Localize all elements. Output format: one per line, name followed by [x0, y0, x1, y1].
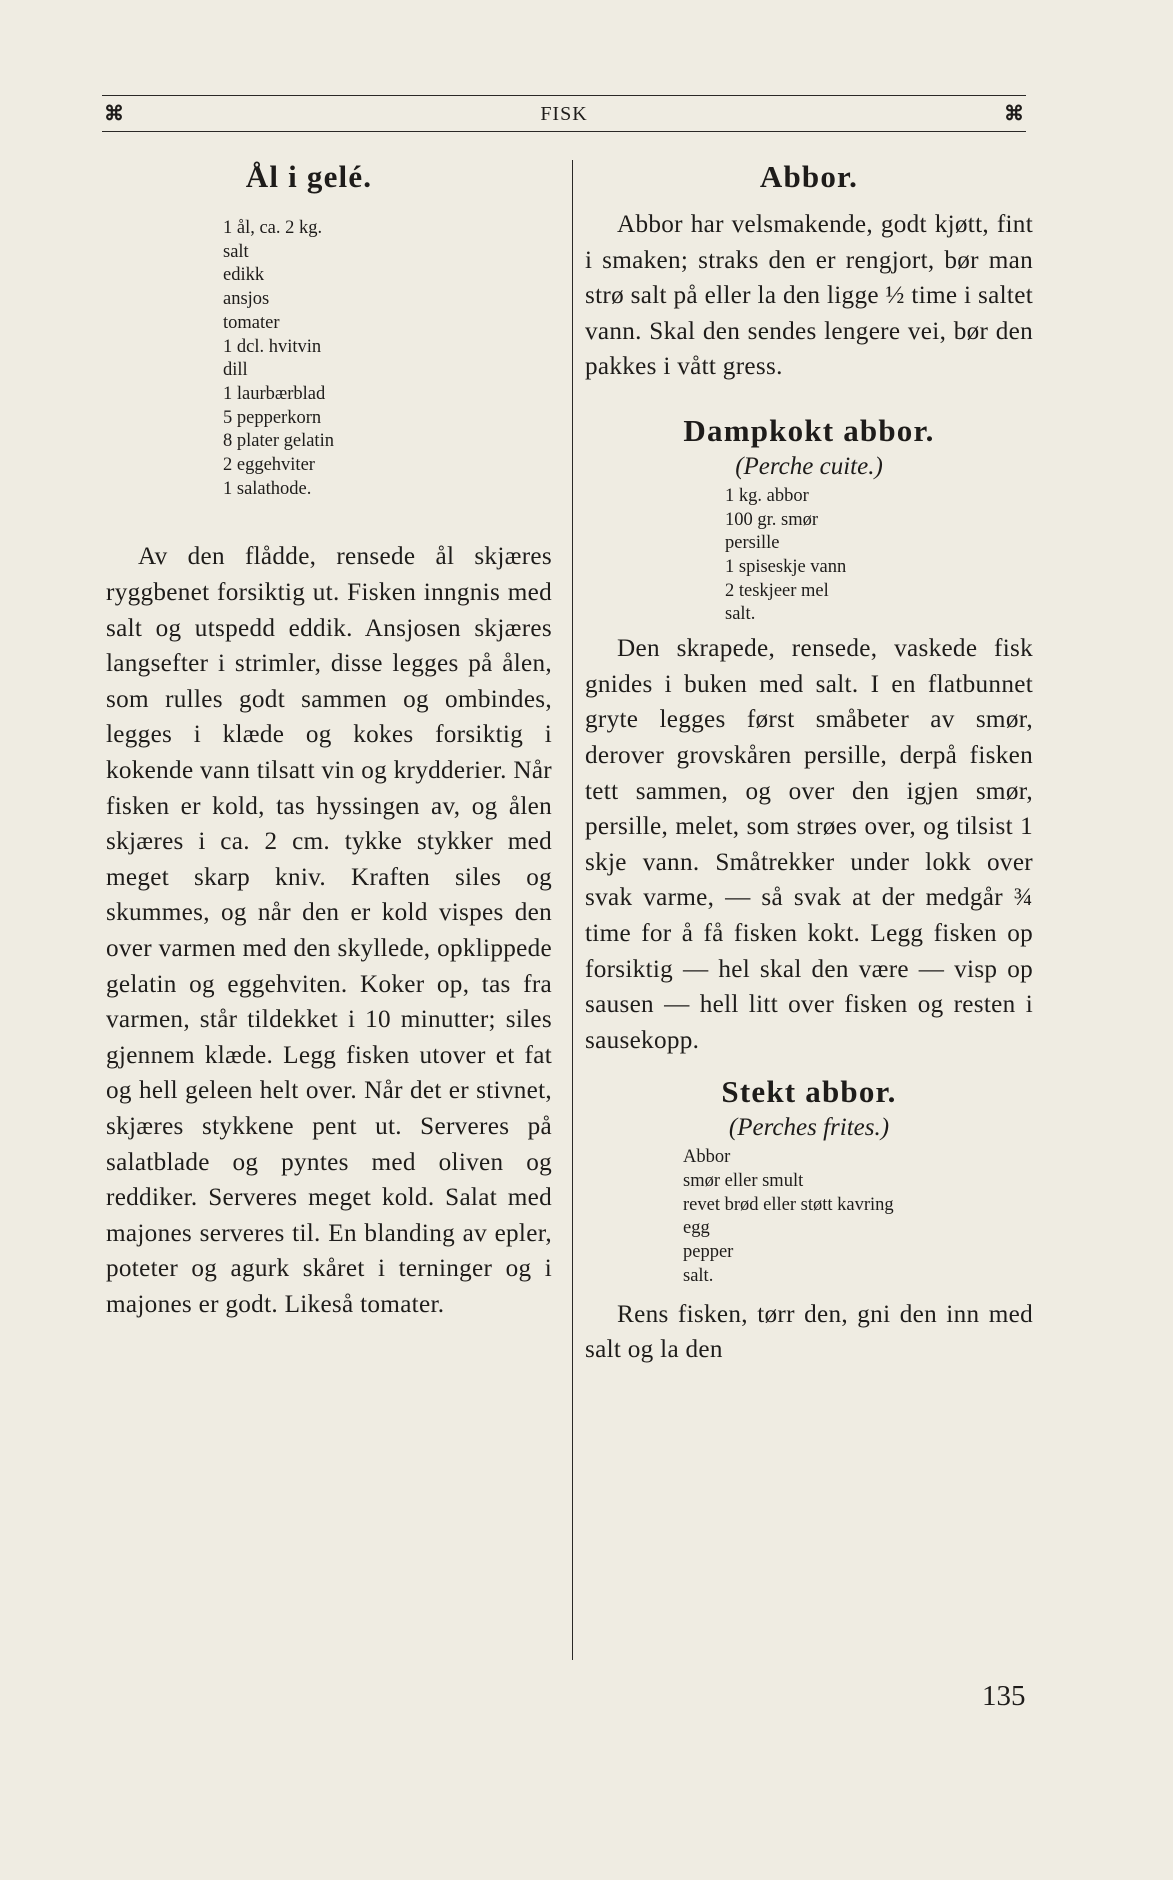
ingredient-item: tomater — [223, 312, 280, 333]
ingredient-list — [223, 217, 552, 501]
ingredient-item: smør eller smult — [683, 1171, 804, 1192]
recipe-body-text: Den skrapede, rensede, vaskede fisk gnides i buken med salt. I en flatbunnet gryte legges først småbeter av smør, derover grovskåren persille, derpå fisken tett sammen, og over den igjen smør, persille, melet, som strøes over, og tilsist 1 skje vann. Småtrekker under lokk over svak varme, — så svak at der medgår ¾ time for å få fisken kokt. Legg fisken op forsiktig — hel skal den være — visp op sausen — hell litt over fisken og resten i sausekopp. — [585, 635, 1033, 1054]
ingredient-list — [725, 485, 1033, 627]
ingredient-item: persille — [725, 533, 780, 554]
recipe-body-text: Rens fisken, tørr den, gni den inn med salt og la den — [585, 1300, 1033, 1364]
ingredient-item: 1 spiseskje vann — [725, 557, 847, 578]
ingredient-item: dill — [223, 360, 248, 381]
ingredient-item: egg — [683, 1218, 710, 1239]
page-number: 135 — [982, 1680, 1026, 1712]
right-ornament-icon: ⌘ — [1004, 103, 1024, 125]
ingredient-item: 5 pepperkorn — [223, 407, 322, 428]
ingredient-item: revet brød eller støtt kavring — [683, 1194, 894, 1215]
ingredient-item: 100 gr. smør — [725, 509, 819, 530]
ingredient-item: 1 laurbærblad — [223, 383, 326, 404]
section-heading-abbor: Abbor. — [759, 159, 859, 194]
ingredient-item: 2 teskjeer mel — [725, 580, 829, 601]
recipe-heading-al-i-gele: Ål i gelé. — [245, 159, 373, 194]
left-ornament-icon: ⌘ — [104, 103, 124, 125]
top-rule — [102, 95, 1026, 96]
recipe-subheading: (Perche cuite.) — [735, 452, 883, 480]
ingredient-list — [683, 1146, 1033, 1288]
column-divider — [572, 160, 573, 1660]
running-head-title: FISK — [540, 103, 588, 125]
ingredient-item: 2 eggehviter — [223, 455, 315, 476]
ingredient-item: ansjos — [223, 289, 270, 310]
recipe-heading-dampkokt-abbor: Dampkokt abbor. — [683, 412, 935, 448]
running-head — [102, 100, 1026, 130]
ingredient-item: salt — [223, 241, 249, 262]
ingredient-item: pepper — [683, 1242, 734, 1263]
left-column — [106, 150, 552, 1323]
ingredient-item: salt. — [725, 604, 756, 625]
ingredient-item: 1 ål, ca. 2 kg. — [223, 218, 323, 238]
ingredient-item: 1 dcl. hvitvin — [223, 336, 322, 357]
recipe-heading-stekt-abbor: Stekt abbor. — [721, 1074, 897, 1110]
recipe-subheading: (Perches frites.) — [728, 1114, 890, 1142]
ingredient-item: Abbor — [683, 1147, 731, 1168]
ingredient-item: 1 kg. abbor — [725, 485, 809, 506]
intro-body-text: Abbor har velsmakende, godt kjøtt, fint i smaken; straks den er rengjort, bør man strø salt på eller la den ligge ½ time i saltet vann. Skal den sendes lengere vei, bør den pakkes i vått gress. — [585, 211, 1033, 381]
ingredient-item: salt. — [683, 1265, 714, 1286]
right-column — [585, 150, 1033, 1368]
ingredient-item: edikk — [223, 265, 265, 286]
bottom-rule — [102, 131, 1026, 132]
ingredient-item: 8 plater gelatin — [223, 431, 334, 452]
ingredient-item: 1 salathode. — [223, 478, 312, 499]
recipe-body-text: Av den flådde, rensede ål skjæres ryggbenet forsiktig ut. Fisken inngnis med salt og utspedd eddik. Ansjosen skjæres langsefter i strimler, disse legges på ålen, som rulles godt sammen og ombindes, legges i klæde og kokes forsiktig i kokende vann tilsatt vin og krydderier. Når fisken er kold, tas hyssingen av, og ålen skjæres i ca. 2 cm. tykke stykker med meget skarp kniv. Kraften siles og skummes, og når den er kold vispes den over varmen med den skyllede, opklippede gelatin og eggehviten. Koker op, tas fra varmen, står tildekket i 10 minutter; siles gjennem klæde. Legg fisken utover et fat og hell geleen helt over. Når det er stivnet, skjæres stykkene pent ut. Serveres på salatblade og pyntes med oliven og reddiker. Serveres meget kold. Salat med majones serveres til. En blanding av epler, poteter og agurk skåret i terninger og i majones er godt. Likeså tomater. — [106, 543, 552, 1318]
